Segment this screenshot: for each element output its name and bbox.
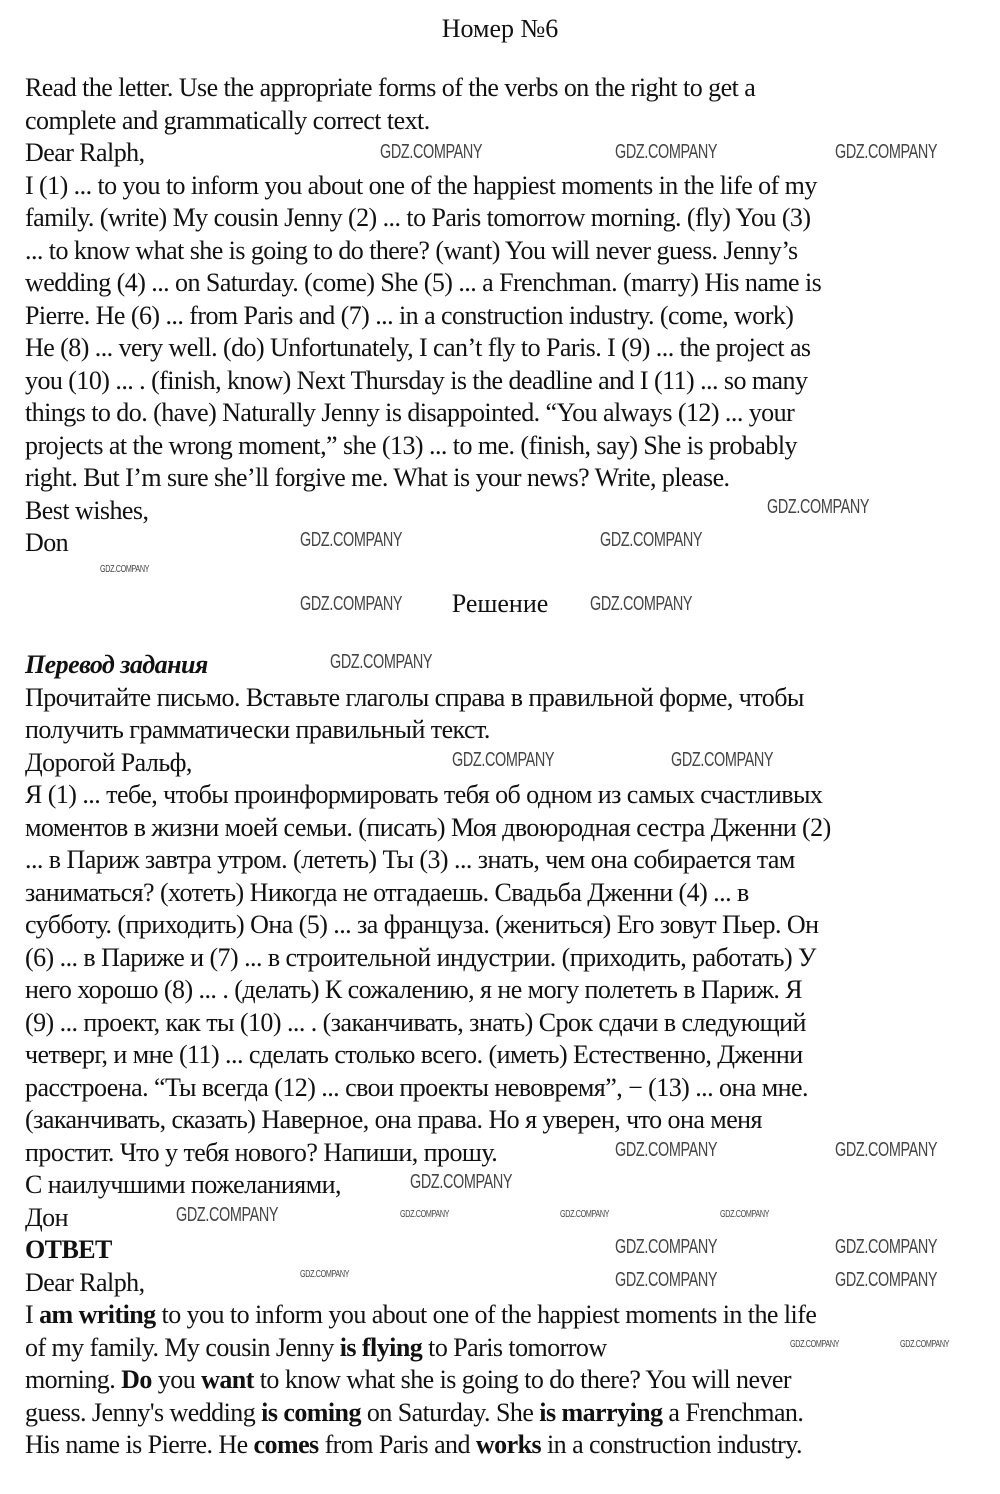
watermark: GDZ.COMPANY — [176, 1204, 279, 1226]
text-line — [25, 1429, 802, 1462]
watermark: GDZ.COMPANY — [835, 1269, 938, 1291]
text-line — [25, 365, 807, 398]
text-segment: Don — [25, 528, 69, 557]
text-segment: четверг, и мне (11) ... сделать столько всего. (иметь) Естественно, Дженни — [25, 1040, 803, 1069]
text-line — [25, 430, 797, 463]
text-segment: Dear Ralph, — [25, 1267, 145, 1297]
text-line — [25, 1104, 762, 1137]
text-line — [25, 1267, 145, 1300]
bold-text: ОТВЕТ — [25, 1235, 112, 1264]
text-line — [25, 1332, 607, 1365]
watermark: GDZ.COMPANY — [767, 496, 870, 518]
watermark: GDZ.COMPANY — [452, 749, 555, 771]
text-line — [25, 1299, 816, 1332]
text-segment: Дорогой Ральф, — [25, 747, 192, 777]
watermark: GDZ.COMPANY — [615, 1139, 718, 1161]
text-segment: to Paris tomorrow — [422, 1332, 607, 1362]
text-segment: Я (1) ... тебе, чтобы проинформировать тебя об одном из самых счастливых — [25, 780, 823, 809]
bold-text: am writing — [39, 1300, 156, 1329]
text-line — [25, 1397, 803, 1430]
text-segment: I — [25, 1300, 40, 1329]
text-segment: моментов в жизни моей семьи. (писать) Моя двоюродная сестра Дженни (2) — [25, 812, 831, 842]
text-segment: complete and grammatically correct text. — [25, 105, 430, 135]
text-line — [25, 235, 798, 268]
bold-text: Перевод задания — [25, 650, 208, 679]
watermark: GDZ.COMPANY — [300, 529, 403, 551]
text-line — [25, 1072, 808, 1105]
text-segment: (9) ... проект, как ты (10) ... . (заканчивать, знать) Срок сдачи в следующий — [25, 1007, 806, 1037]
text-segment: заниматься? (хотеть) Никогда не отгадаешь. Свадьба Дженни (4) ... в — [25, 877, 749, 907]
solution-heading: Решение — [451, 589, 549, 618]
watermark: GDZ.COMPANY — [835, 141, 938, 163]
watermark: GDZ.COMPANY — [380, 141, 483, 163]
watermark: GDZ.COMPANY — [615, 1269, 718, 1291]
text-line — [25, 682, 804, 715]
text-segment: Прочитайте письмо. Вставьте глаголы справа в правильной форме, чтобы — [25, 682, 804, 712]
text-line — [25, 714, 490, 747]
text-segment: Best wishes, — [25, 495, 149, 525]
text-segment: His name is Pierre. He — [25, 1430, 254, 1459]
text-line — [25, 649, 208, 682]
bold-text: Do — [121, 1365, 152, 1394]
text-segment: right. But I’m sure she’ll forgive me. What is your news? Write, please. — [25, 463, 730, 492]
page-title: Номер №6 — [441, 14, 559, 43]
bold-text: comes — [253, 1430, 319, 1459]
text-line — [25, 267, 821, 300]
watermark: GDZ.COMPANY — [615, 1236, 718, 1258]
text-segment: Pierre. He (6) ... from Paris and (7) ... in a construction industry. (come, work) — [25, 300, 794, 330]
watermark: GDZ.COMPANY — [720, 1209, 770, 1220]
text-segment: guess. Jenny's wedding — [25, 1397, 262, 1427]
text-line — [25, 72, 755, 105]
text-line — [25, 1169, 341, 1202]
text-segment: Дон — [25, 1202, 68, 1232]
text-line — [25, 844, 795, 877]
bold-text: is coming — [261, 1397, 361, 1427]
watermark: GDZ.COMPANY — [100, 564, 150, 575]
text-segment: Dear Ralph, — [25, 138, 145, 167]
text-line — [25, 105, 430, 138]
text-line — [25, 1234, 112, 1267]
text-segment: него хорошо (8) ... . (делать) К сожалению, я не могу полететь в Париж. Я — [25, 975, 803, 1004]
text-line — [25, 300, 793, 333]
bold-text: want — [201, 1365, 254, 1394]
bold-text: is marrying — [539, 1397, 663, 1427]
text-segment: you — [151, 1365, 202, 1394]
text-line — [25, 1039, 803, 1072]
watermark: GDZ.COMPANY — [790, 1339, 840, 1350]
text-segment: ... to know what she is going to do there? (want) You will never guess. Jenny’s — [25, 235, 798, 265]
text-segment: He (8) ... very well. (do) Unfortunately, I can’t fly to Paris. I (9) ... the project as — [25, 333, 811, 362]
watermark: GDZ.COMPANY — [300, 593, 403, 615]
watermark: GDZ.COMPANY — [330, 651, 433, 673]
watermark: GDZ.COMPANY — [600, 529, 703, 551]
text-line — [25, 909, 818, 942]
watermark: GDZ.COMPANY — [615, 141, 718, 163]
text-segment: from Paris and — [318, 1430, 476, 1459]
watermark: GDZ.COMPANY — [835, 1139, 938, 1161]
text-segment: you (10) ... . (finish, know) Next Thursday is the deadline and I (11) ... so many — [25, 365, 808, 395]
text-line — [25, 779, 822, 812]
text-line — [25, 332, 811, 365]
text-segment: (заканчивать, сказать) Наверное, она права. Но я уверен, что она меня — [25, 1105, 762, 1134]
watermark: GDZ.COMPANY — [410, 1171, 513, 1193]
watermark: GDZ.COMPANY — [671, 749, 774, 771]
bold-text: works — [475, 1430, 542, 1459]
text-segment: family. (write) My cousin Jenny (2) ... to Paris tomorrow morning. (fly) You (3) — [25, 203, 811, 232]
text-line — [25, 974, 802, 1007]
watermark: GDZ.COMPANY — [835, 1236, 938, 1258]
text-segment: morning. — [25, 1365, 122, 1394]
text-segment: (6) ... в Париже и (7) ... в строительной индустрии. (приходить, работать) У — [25, 942, 816, 972]
text-segment: Read the letter. Use the appropriate forms of the verbs on the right to get a — [25, 73, 756, 102]
text-line — [25, 527, 68, 560]
text-line — [25, 1202, 68, 1235]
text-line — [25, 495, 148, 528]
watermark: GDZ.COMPANY — [400, 1209, 450, 1220]
text-segment: ... в Париж завтра утром. (лететь) Ты (3) ... знать, чем она собирается там — [25, 845, 795, 874]
text-segment: простит. Что у тебя нового? Напиши, прошу. — [25, 1137, 498, 1167]
text-line — [25, 170, 817, 203]
text-line — [25, 137, 145, 170]
text-line — [25, 202, 811, 235]
text-segment: on Saturday. She — [360, 1397, 540, 1427]
watermark: GDZ.COMPANY — [900, 1339, 950, 1350]
text-segment: to you to inform you about one of the happiest moments in the life — [155, 1300, 817, 1329]
text-segment: in a construction industry. — [541, 1430, 802, 1459]
text-segment: of my family. My cousin Jenny — [25, 1332, 340, 1362]
text-line — [25, 1007, 806, 1040]
text-segment: to know what she is going to do there? You will never — [253, 1365, 791, 1394]
text-segment: things to do. (have) Naturally Jenny is disappointed. “You always (12) ... your — [25, 398, 795, 427]
text-line — [25, 942, 816, 975]
text-line — [25, 877, 749, 910]
text-segment: субботу. (приходить) Она (5) ... за француза. (жениться) Его зовут Пьер. Он — [25, 910, 819, 939]
text-segment: расстроена. “Ты всегда (12) ... свои проекты невовремя”, − (13) ... она мне. — [25, 1072, 808, 1102]
text-line — [25, 1364, 791, 1397]
text-segment: I (1) ... to you to inform you about one of the happiest moments in the life of my — [25, 170, 817, 200]
bold-text: is flying — [339, 1332, 423, 1362]
text-line — [25, 812, 831, 845]
text-line — [25, 1137, 497, 1170]
text-segment: С наилучшими пожеланиями, — [25, 1170, 341, 1199]
text-line — [25, 747, 192, 780]
text-line — [25, 462, 730, 495]
text-line — [25, 397, 794, 430]
text-segment: получить грамматически правильный текст. — [25, 715, 490, 744]
text-segment: wedding (4) ... on Saturday. (come) She (5) ... a Frenchman. (marry) His name is — [25, 268, 822, 297]
watermark: GDZ.COMPANY — [300, 1269, 350, 1280]
watermark: GDZ.COMPANY — [590, 593, 693, 615]
text-segment: projects at the wrong moment,” she (13) ... to me. (finish, say) She is probably — [25, 430, 797, 460]
text-segment: a Frenchman. — [662, 1397, 804, 1427]
watermark: GDZ.COMPANY — [560, 1209, 610, 1220]
